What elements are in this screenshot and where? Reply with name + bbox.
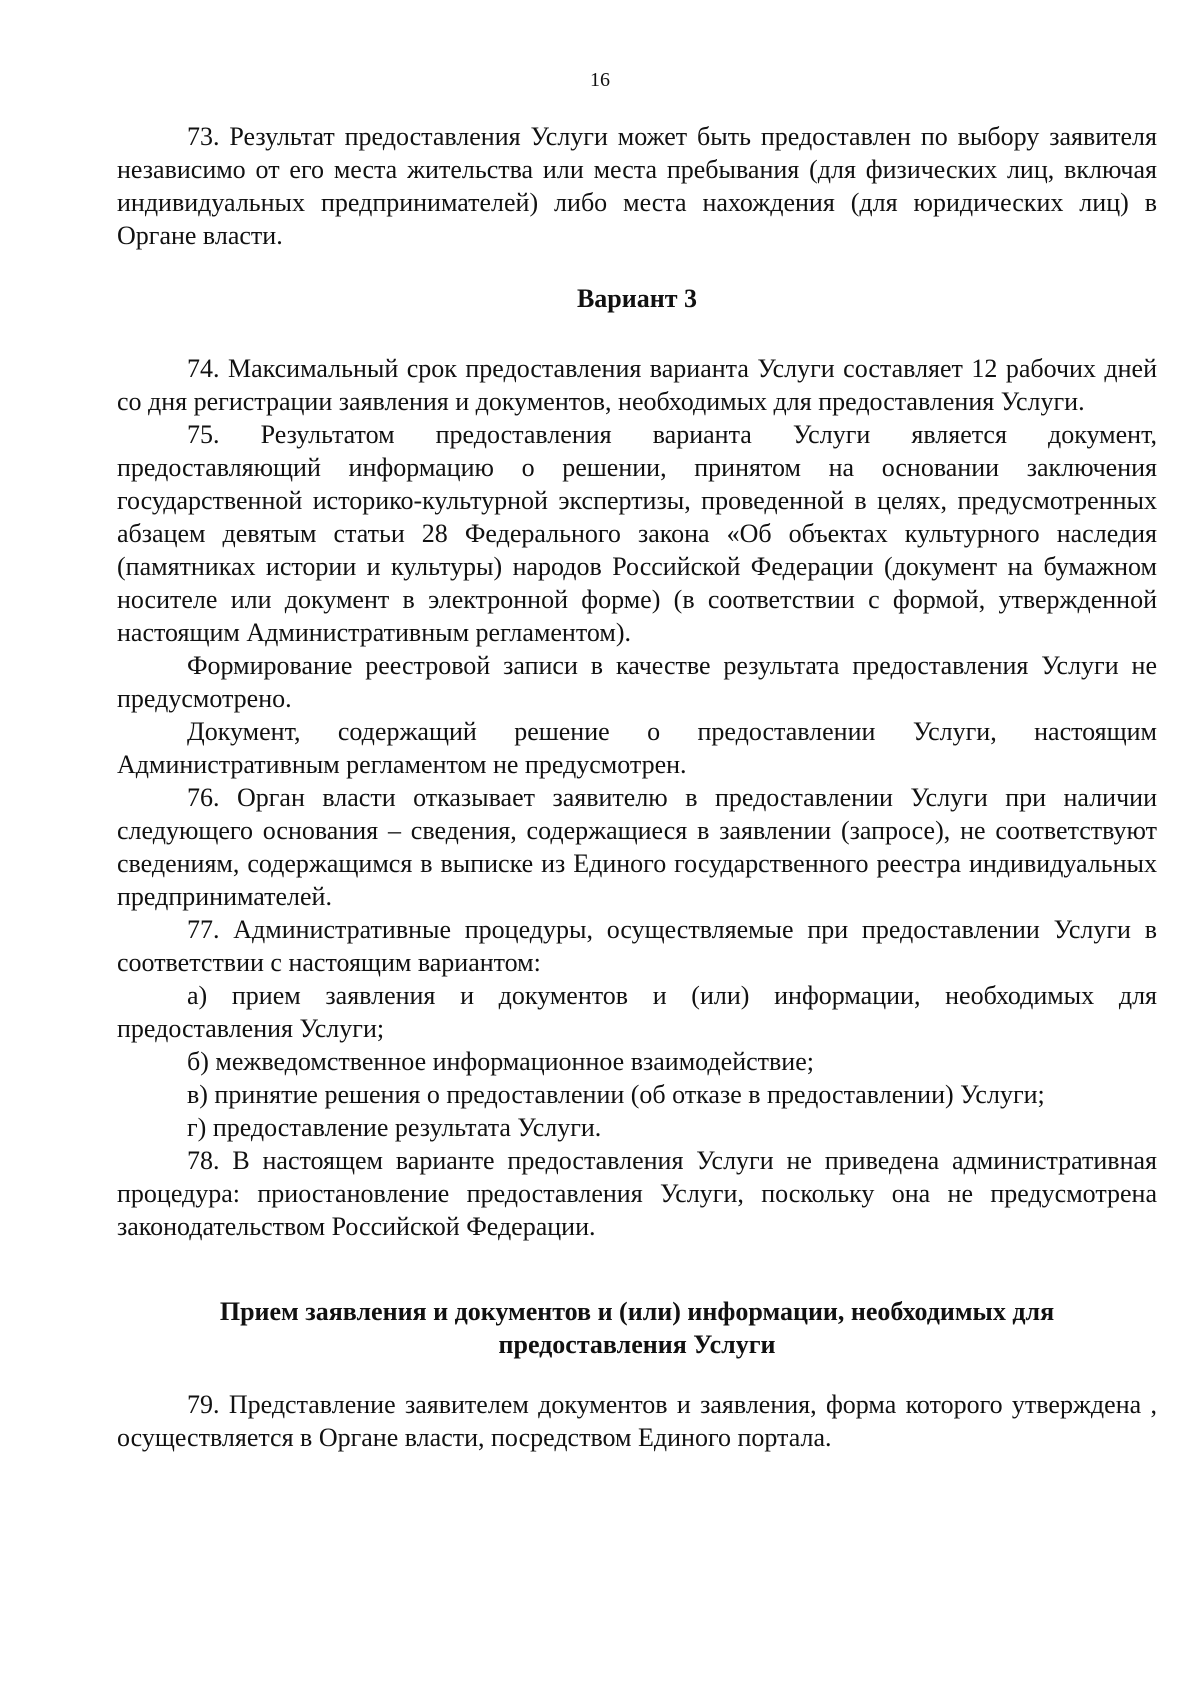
document-body: [117, 120, 1157, 1454]
paragraph-73: 73. Результат предоставления Услуги может быть предоставлен по выбору заявителя независимо от его места жительства или места пребывания (для физических лиц, включая индивидуальных предпринимателей) либо места нахождения (для юридических лиц) в Органе власти.: [117, 122, 1157, 250]
section-heading: [117, 1295, 1157, 1361]
list-item-b: б) межведомственное информационное взаимодействие;: [187, 1047, 814, 1076]
section-heading-line-1: Прием заявления и документов и (или) информации, необходимых для: [219, 1297, 1055, 1326]
paragraph-78: 78. В настоящем варианте предоставления Услуги не приведена административная процедура: приостановление предоставления Услуги, поскольку она не предусмотрена законодательством Российской Федерации.: [117, 1146, 1157, 1241]
section-heading-line-2: предоставления Услуги: [498, 1330, 776, 1359]
paragraph-75: 75. Результатом предоставления варианта Услуги является документ, предоставляющий информацию о решении, принятом на основании заключения государственной историко-культурной экспертизы, проведенной в целях, предусмотренных абзацем девятым статьи 28 Федерального закона «Об объектах культурного наследия (памятниках истории и культуры) народов Российской Федерации (документ на бумажном носителе или документ в электронной форме) (в соответствии с формой, утвержденной настоящим Административным регламентом).: [117, 420, 1157, 647]
paragraph-79: 79. Представление заявителем документов и заявления, форма которого утверждена , осуществляется в Органе власти, посредством Единого портала.: [117, 1390, 1157, 1452]
paragraph-74: 74. Максимальный срок предоставления варианта Услуги составляет 12 рабочих дней со дня регистрации заявления и документов, необходимых для предоставления Услуги.: [117, 354, 1157, 416]
list-item-g: г) предоставление результата Услуги.: [187, 1113, 602, 1142]
variant-heading: Вариант 3: [576, 284, 698, 313]
page-number: 16: [590, 69, 610, 91]
paragraph-76: 76. Орган власти отказывает заявителю в предоставлении Услуги при наличии следующего основания – сведения, содержащиеся в заявлении (запросе), не соответствуют сведениям, содержащимся в выписке из Единого государственного реестра индивидуальных предпринимателей.: [117, 783, 1157, 911]
paragraph-77: 77. Административные процедуры, осуществляемые при предоставлении Услуги в соответствии с настоящим вариантом:: [117, 915, 1157, 977]
list-item-a: а) прием заявления и документов и (или) информации, необходимых для предоставления Услуги;: [117, 981, 1157, 1043]
paragraph-registry-record: Формирование реестровой записи в качестве результата предоставления Услуги не предусмотрено.: [117, 651, 1157, 713]
list-item-v: в) принятие решения о предоставлении (об отказе в предоставлении) Услуги;: [187, 1080, 1045, 1109]
paragraph-decision-document: Документ, содержащий решение о предоставлении Услуги, настоящим Административным регламентом не предусмотрен.: [117, 717, 1157, 779]
